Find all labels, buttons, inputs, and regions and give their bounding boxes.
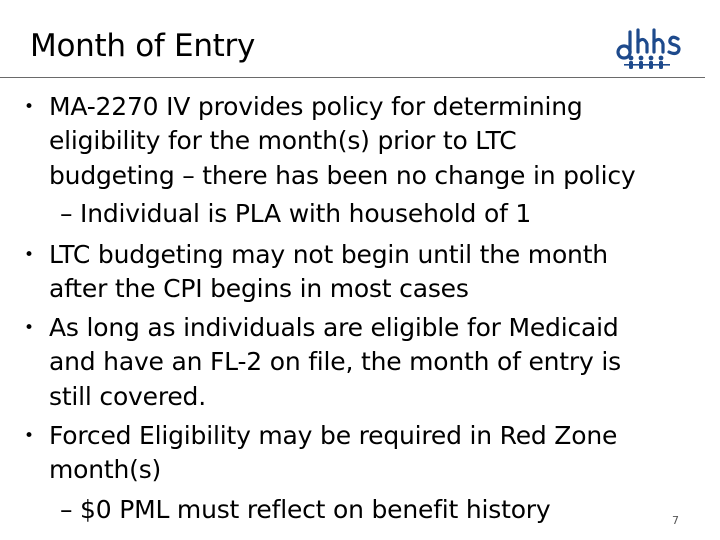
- bullet-3-line-1: As long as individuals are eligible for Medicaid: [49, 313, 619, 342]
- bullet-marker: •: [24, 97, 35, 117]
- slide-title: Month of Entry: [30, 28, 256, 64]
- bullet-3-line-3: still covered.: [49, 382, 206, 411]
- bullet-4-line-1: Forced Eligibility may be required in Red Zone: [49, 421, 618, 450]
- bullet-marker: •: [24, 318, 35, 338]
- bullet-1-line-3: budgeting – there has been no change in policy: [49, 161, 636, 190]
- bullet-4-sub-1: – $0 PML must reflect on benefit history: [60, 495, 551, 524]
- bullet-1-sub-1: – Individual is PLA with household of 1: [60, 199, 532, 228]
- bullet-4-line-2: month(s): [49, 455, 162, 484]
- bullet-3-line-2: and have an FL-2 on file, the month of entry is: [49, 347, 621, 376]
- bullet-1-line-1: MA-2270 IV provides policy for determining: [49, 92, 583, 121]
- page-number: 7: [672, 514, 679, 527]
- bullet-marker: •: [24, 245, 35, 265]
- bullet-1-line-2: eligibility for the month(s) prior to LTC: [49, 126, 517, 155]
- bullet-2-line-1: LTC budgeting may not begin until the month: [49, 240, 608, 269]
- bullet-marker: •: [24, 426, 35, 446]
- bullet-2-line-2: after the CPI begins in most cases: [49, 274, 469, 303]
